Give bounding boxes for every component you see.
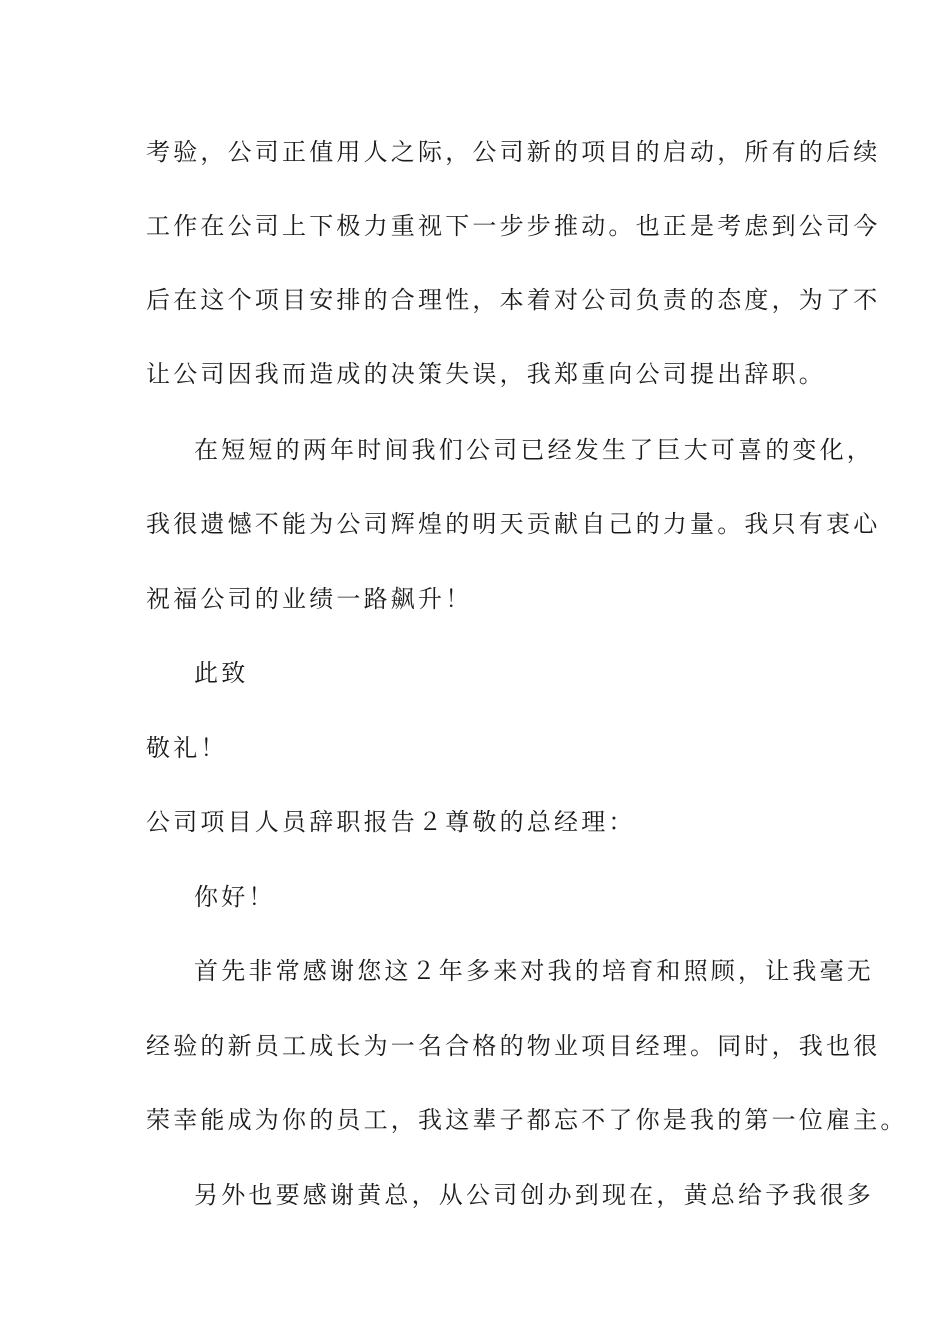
text-line: 经验的新员工成长为一名合格的物业项目经理。同时，我也很	[146, 1032, 881, 1060]
text-line: 考验，公司正值用人之际，公司新的项目的启动，所有的后续	[146, 138, 881, 166]
text-line: 让公司因我而造成的决策失误，我郑重向公司提出辞职。	[146, 360, 826, 388]
salutation: 敬礼！	[146, 734, 228, 762]
text-line: 荣幸能成为你的员工，我这辈子都忘不了你是我的第一位雇主。	[146, 1106, 908, 1134]
greeting: 你好！	[194, 883, 276, 911]
closing-phrase: 此致	[194, 659, 249, 687]
text-line: 我很遗憾不能为公司辉煌的明天贡献自己的力量。我只有衷心	[146, 510, 881, 538]
text-line: 在短短的两年时间我们公司已经发生了巨大可喜的变化，	[194, 436, 874, 464]
text-line: 另外也要感谢黄总，从公司创办到现在，黄总给予我很多	[194, 1181, 874, 1209]
text-line: 首先非常感谢您这２年多来对我的培育和照顾，让我毫无	[194, 957, 874, 985]
text-line: 工作在公司上下极力重视下一步步推动。也正是考虑到公司今	[146, 212, 881, 240]
section-heading: 公司项目人员辞职报告２尊敬的总经理：	[146, 808, 636, 836]
text-line: 祝福公司的业绩一路飙升！	[146, 585, 473, 613]
text-line: 后在这个项目安排的合理性，本着对公司负责的态度，为了不	[146, 286, 881, 314]
